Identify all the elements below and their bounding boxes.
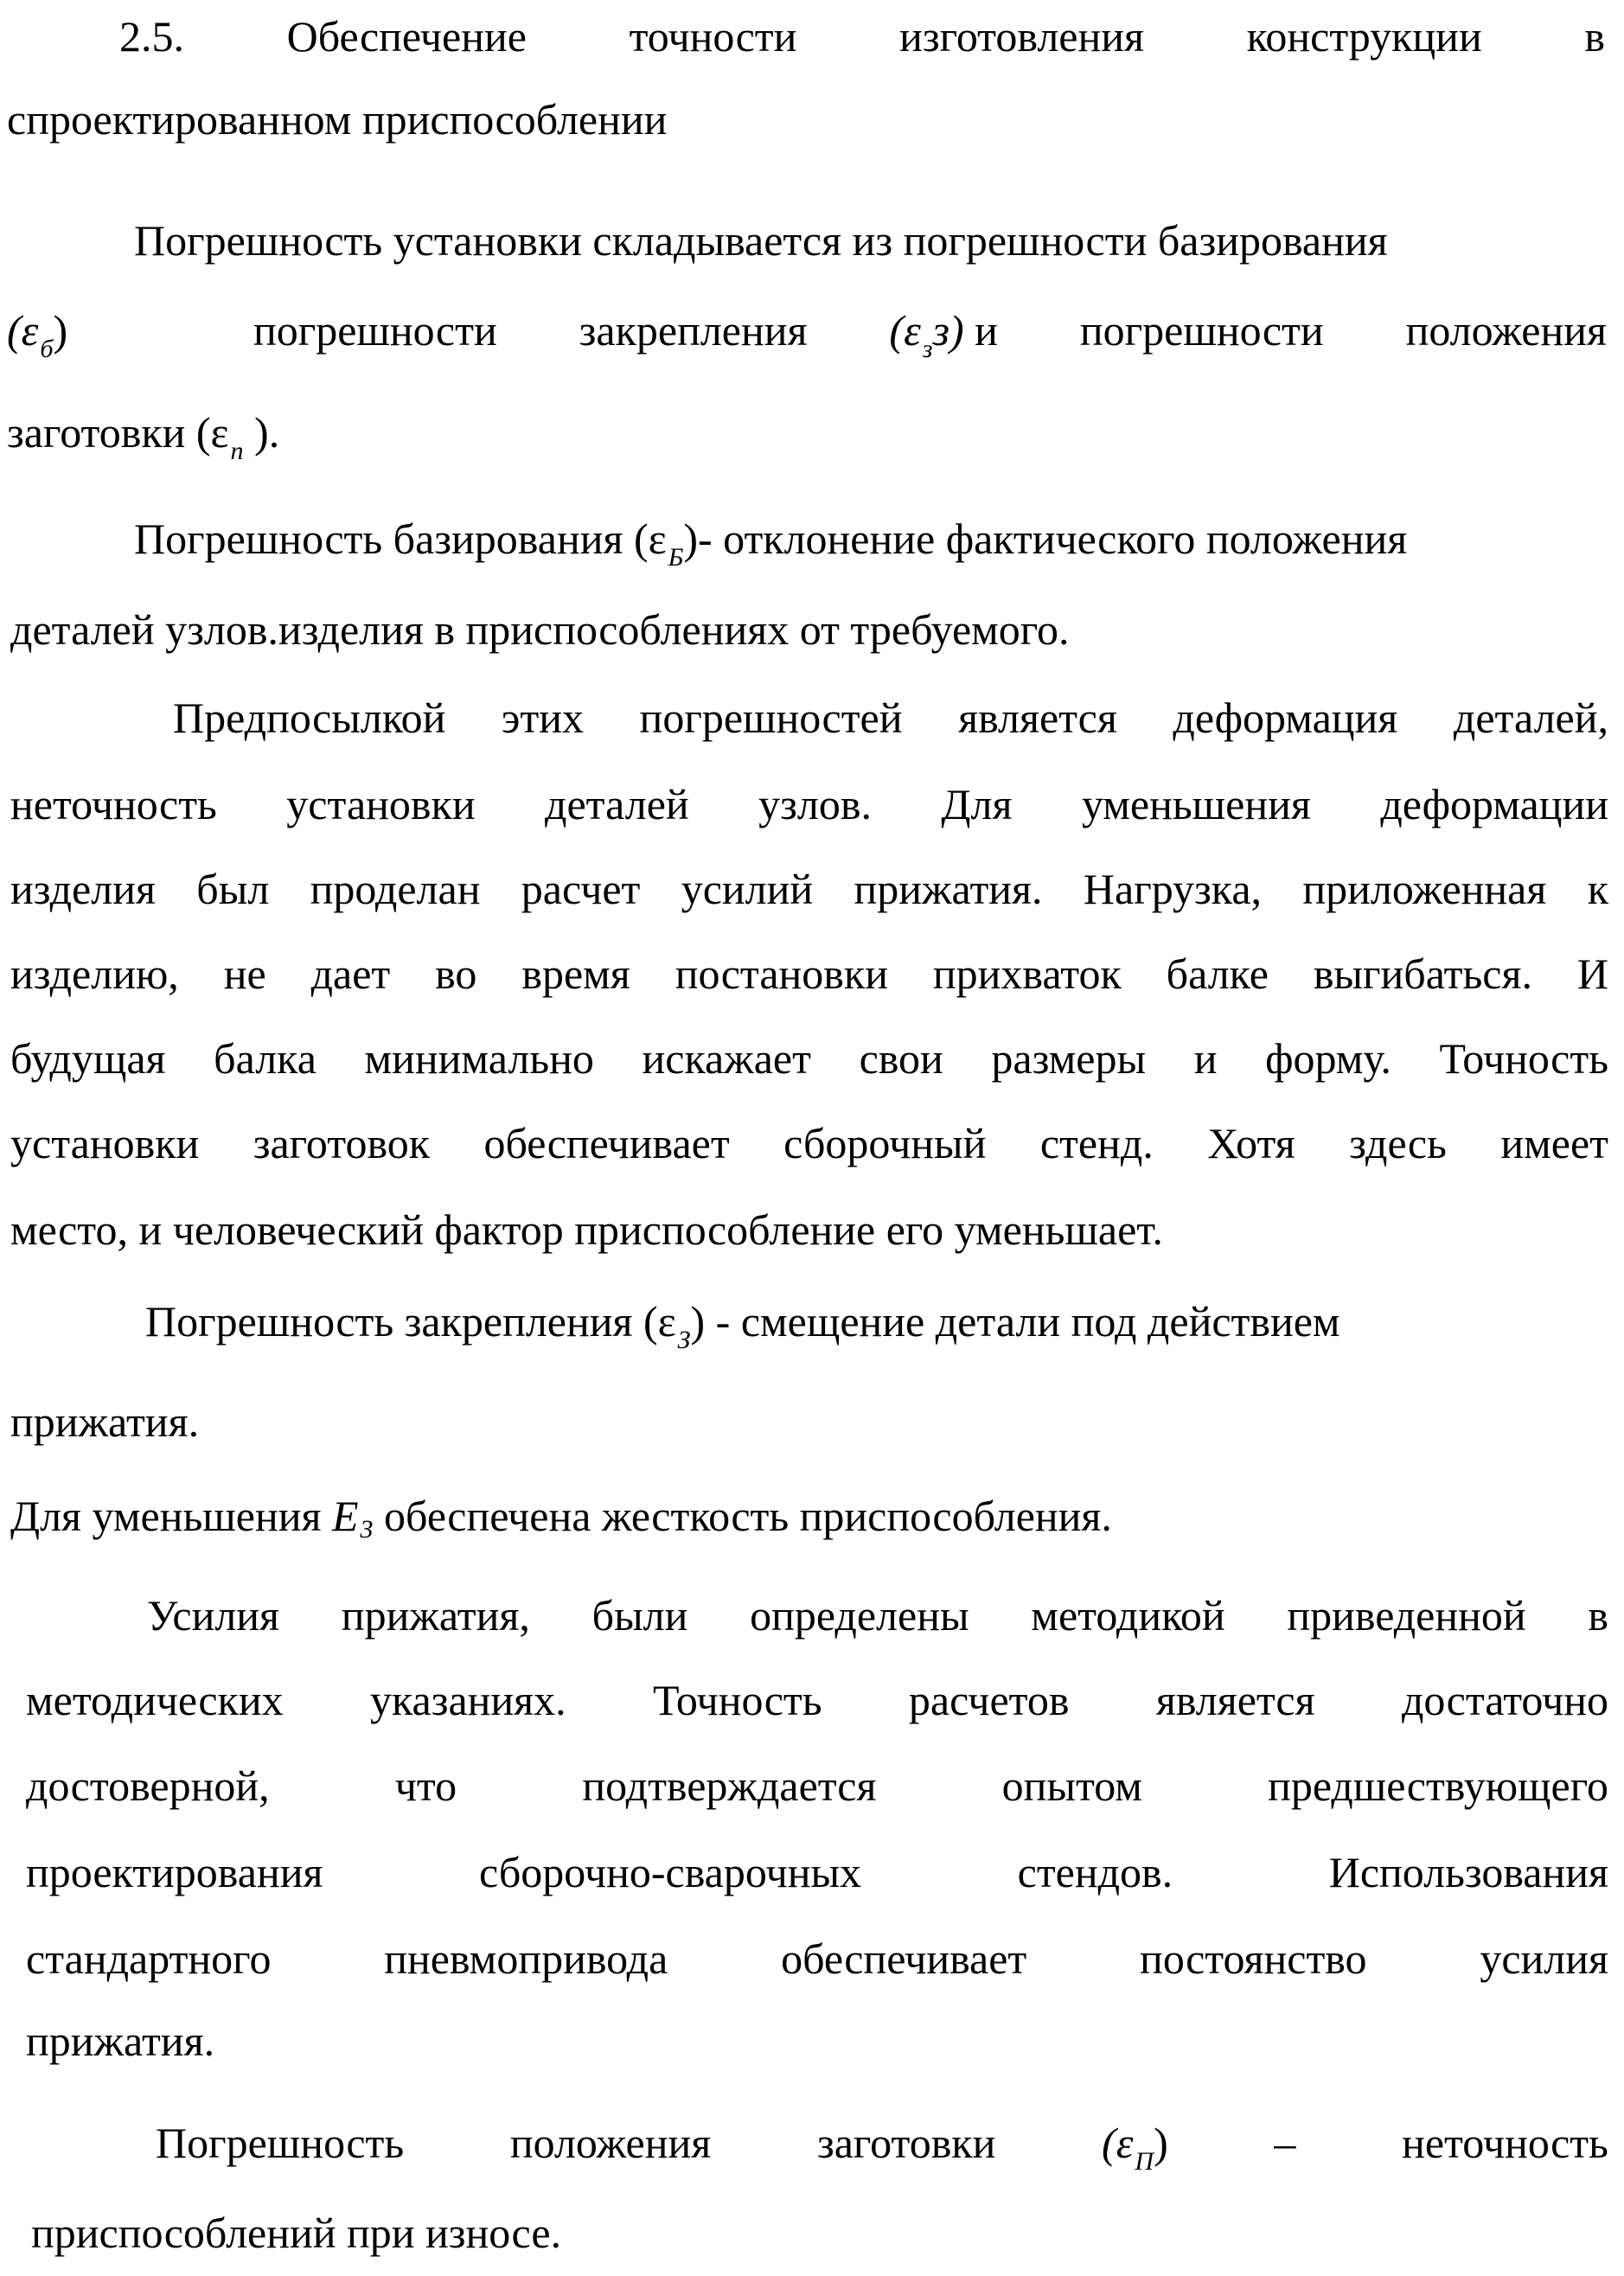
paragraph-5-line: Для уменьшения E3 обеспечена жесткость приспособления.: [10, 1492, 1112, 1544]
paragraph-3-line-2: неточность установки деталей узлов. Для уменьшения деформации: [10, 780, 1608, 828]
epsilon-z-group: (εзз) и: [889, 306, 998, 363]
paragraph-1-line-2: (εб) погрешности закрепления (εзз) и погрешности положения: [7, 306, 1607, 363]
paragraph-6-line-3: достоверной, что подтверждается опытом предшествующего: [26, 1761, 1608, 1810]
heading-word: Обеспечение: [286, 12, 527, 61]
epsilon-b-group: (εб): [7, 306, 68, 363]
paragraph-4-line-1: Погрешность закрепления $(\varepsilon_З)$ - смещение детали под действием: [145, 1297, 1340, 1354]
paragraph-3-line-1: Предпосылкой этих погрешностей является деформация деталей,: [173, 694, 1608, 742]
paragraph-6-line-6: прижатия.: [26, 2017, 215, 2065]
heading-word: в: [1584, 12, 1605, 61]
paragraph-6-line-2: методических указаниях. Точность расчетов является достаточно: [26, 1676, 1608, 1724]
paragraph-3-line-3: изделия был проделан расчет усилий прижатия. Нагрузка, приложенная к: [10, 865, 1608, 913]
paragraph-3-line-7: место, и человеческий фактор приспособление его уменьшает.: [10, 1205, 1163, 1254]
paragraph-6-line-5: стандартного пневмопривода обеспечивает постоянство усилия: [26, 1934, 1608, 1983]
heading-word: изготовления: [899, 12, 1144, 61]
section-heading-line-1: [119, 10, 1605, 62]
heading-number: 2.5.: [119, 12, 184, 61]
paragraph-6-line-4: проектирования сборочно-сварочных стендов. Использования: [26, 1848, 1608, 1896]
epsilon-p-group: (εП): [1102, 2119, 1168, 2176]
heading-word: точности: [629, 12, 797, 61]
paragraph-2-line-2: деталей узлов.изделия в приспособлениях от требуемого.: [10, 605, 1070, 654]
paragraph-3-line-6: установки заготовок обеспечивает сборочный стенд. Хотя здесь имеет: [10, 1119, 1608, 1167]
paragraph-1-line-3: заготовки ($\varepsilon_п$ ).: [7, 408, 280, 465]
paragraph-1-line-1: Погрешность установки складывается из погрешности базирования: [134, 216, 1388, 265]
section-heading-line-2: спроектированном приспособлении: [7, 95, 668, 144]
paragraph-7-line-1: Погрешность положения заготовки (εП) – неточность: [156, 2119, 1608, 2176]
paragraph-3-line-5: будущая балка минимально искажает свои размеры и форму. Точность: [10, 1034, 1608, 1083]
paragraph-3-line-4: изделию, не дает во время постановки прихваток балке выгибаться. И: [10, 949, 1608, 998]
paragraph-7-line-2: приспособлений при износе.: [31, 2209, 562, 2257]
paragraph-4-line-2: прижатия.: [10, 1397, 200, 1446]
heading-word: конструкции: [1246, 12, 1482, 61]
paragraph-6-line-1: Усилия прижатия, были определены методикой приведенной в: [147, 1591, 1608, 1640]
paragraph-2-line-1: Погрешность базирования $(\varepsilon_Б)-$ отклонение фактического положения: [134, 515, 1408, 572]
